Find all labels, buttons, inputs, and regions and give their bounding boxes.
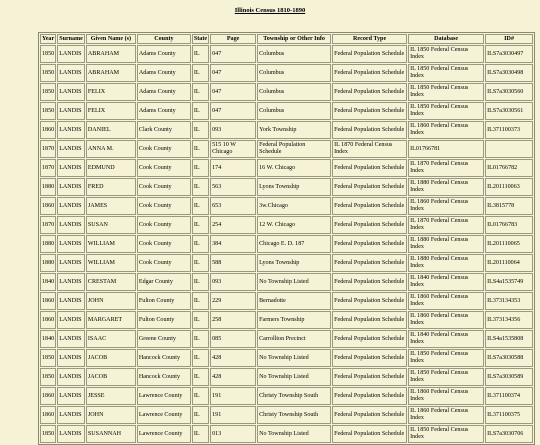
column-header: Surname — [57, 34, 85, 44]
table-cell: ILS7a3030588 — [485, 349, 533, 367]
table-cell: IL371100374 — [485, 387, 533, 405]
table-cell: FELIX — [86, 102, 136, 120]
table-cell: IL201110064 — [485, 254, 533, 272]
table-cell: Federal Population Schedule — [332, 197, 407, 215]
table-cell: IL373134356 — [485, 311, 533, 329]
table-cell: IL01766781 — [408, 140, 484, 158]
table-cell: Hancock County — [137, 368, 191, 386]
table-cell: LANDIS — [57, 406, 85, 424]
table-cell: 093 — [210, 273, 256, 291]
table-cell: Federal Population Schedule — [332, 368, 407, 386]
table-cell: LANDIS — [57, 330, 85, 348]
table-header-row — [40, 34, 533, 44]
table-cell: LANDIS — [57, 387, 85, 405]
table-cell: 1860 — [40, 121, 56, 139]
table-cell: IL 1850 Federal Census Index — [408, 45, 484, 63]
table-cell: IL — [192, 292, 209, 310]
table-cell: Federal Population Schedule — [332, 235, 407, 253]
table-cell: IL 1850 Federal Census Index — [408, 349, 484, 367]
table-cell: IL 1860 Federal Census Index — [408, 292, 484, 310]
table-cell: Chicago E. D. 187 — [257, 235, 331, 253]
table-cell: IL 1860 Federal Census Index — [408, 311, 484, 329]
table-cell: Lawrence County — [137, 406, 191, 424]
table-cell: IL371100375 — [485, 406, 533, 424]
table-cell: IL 1850 Federal Census Index — [408, 368, 484, 386]
table-cell: 563 — [210, 178, 256, 196]
table-cell: 1850 — [40, 425, 56, 443]
table-row — [40, 45, 533, 63]
table-cell: Cook County — [137, 178, 191, 196]
table-cell: ANNA M. — [86, 140, 136, 158]
table-cell: Federal Population Schedule — [332, 178, 407, 196]
table-cell: ILS7a3030589 — [485, 368, 533, 386]
table-cell: JACOB — [86, 368, 136, 386]
table-cell: ISAAC — [86, 330, 136, 348]
table-cell: IL 1840 Federal Census Index — [408, 330, 484, 348]
table-cell: IL 1850 Federal Census Index — [408, 425, 484, 443]
table-row — [40, 273, 533, 291]
table-cell: Federal Population Schedule — [332, 159, 407, 177]
column-header: Database — [408, 34, 484, 44]
census-page — [0, 4, 540, 440]
table-row — [40, 311, 533, 329]
table-cell: LANDIS — [57, 83, 85, 101]
table-cell: IL201110065 — [485, 235, 533, 253]
table-cell: IL — [192, 311, 209, 329]
table-cell: LANDIS — [57, 368, 85, 386]
table-cell: IL — [192, 102, 209, 120]
table-cell: 1850 — [40, 102, 56, 120]
table-cell: 258 — [210, 311, 256, 329]
table-cell: ILS7a3030706 — [485, 425, 533, 443]
table-cell: EDMUND — [86, 159, 136, 177]
table-cell: 1860 — [40, 292, 56, 310]
table-cell: Federal Population Schedule — [332, 349, 407, 367]
table-cell: IL — [192, 406, 209, 424]
table-cell: Federal Population Schedule — [332, 273, 407, 291]
table-cell: LANDIS — [57, 425, 85, 443]
table-cell: Clark County — [137, 121, 191, 139]
table-cell: 1880 — [40, 235, 56, 253]
table-row — [40, 254, 533, 272]
table-cell: LANDIS — [57, 197, 85, 215]
table-cell: Federal Population Schedule — [257, 140, 331, 158]
table-cell: 229 — [210, 292, 256, 310]
table-row — [40, 330, 533, 348]
table-cell: Christy Township South — [257, 387, 331, 405]
table-cell: 384 — [210, 235, 256, 253]
table-cell: IL — [192, 273, 209, 291]
table-cell: CRESTAM — [86, 273, 136, 291]
table-cell: 174 — [210, 159, 256, 177]
table-row — [40, 102, 533, 120]
table-cell: Columbus — [257, 83, 331, 101]
column-header: Township or Other Info — [257, 34, 331, 44]
table-cell: Federal Population Schedule — [332, 102, 407, 120]
table-cell: Lawrence County — [137, 387, 191, 405]
table-cell: No Township Listed — [257, 425, 331, 443]
table-cell: Columbus — [257, 45, 331, 63]
table-cell: 12 W. Chicago — [257, 216, 331, 234]
table-cell: IL — [192, 349, 209, 367]
table-cell: IL 1860 Federal Census Index — [408, 121, 484, 139]
table-cell: IL 1880 Federal Census Index — [408, 178, 484, 196]
table-cell: 191 — [210, 387, 256, 405]
table-cell: 1880 — [40, 178, 56, 196]
table-cell: No Township Listed — [257, 273, 331, 291]
table-cell: IL 1850 Federal Census Index — [408, 102, 484, 120]
table-cell: LANDIS — [57, 292, 85, 310]
table-cell: IL 1860 Federal Census Index — [408, 406, 484, 424]
table-cell: Federal Population Schedule — [332, 406, 407, 424]
table-cell: LANDIS — [57, 178, 85, 196]
table-cell: Federal Population Schedule — [332, 292, 407, 310]
table-cell: IL — [192, 235, 209, 253]
table-cell: IL — [192, 178, 209, 196]
table-cell: 515 10 W Chicago — [210, 140, 256, 158]
table-cell: 085 — [210, 330, 256, 348]
table-cell: Federal Population Schedule — [332, 216, 407, 234]
table-cell: WILLIAM — [86, 254, 136, 272]
table-cell: LANDIS — [57, 121, 85, 139]
table-row — [40, 83, 533, 101]
table-cell: FRED — [86, 178, 136, 196]
table-row — [40, 197, 533, 215]
table-cell: IL 1850 Federal Census Index — [408, 83, 484, 101]
table-row — [40, 140, 533, 158]
table-row — [40, 349, 533, 367]
table-cell: MARGARET — [86, 311, 136, 329]
table-row — [40, 216, 533, 234]
table-row — [40, 121, 533, 139]
table-cell: IL — [192, 140, 209, 158]
table-cell: LANDIS — [57, 273, 85, 291]
table-cell: LANDIS — [57, 216, 85, 234]
table-cell: 16 W. Chicago — [257, 159, 331, 177]
table-cell: IL — [192, 64, 209, 82]
table-cell: Federal Population Schedule — [332, 387, 407, 405]
column-header: Given Name (s) — [86, 34, 136, 44]
table-cell: 1870 — [40, 216, 56, 234]
table-cell: Adams County — [137, 83, 191, 101]
table-cell: IL3815778 — [485, 197, 533, 215]
table-cell: IL — [192, 387, 209, 405]
table-cell: Columbus — [257, 102, 331, 120]
table-row — [40, 178, 533, 196]
table-cell: JOHN — [86, 406, 136, 424]
table-cell: Farmers Township — [257, 311, 331, 329]
table-cell: Federal Population Schedule — [332, 121, 407, 139]
table-cell: IL371100373 — [485, 121, 533, 139]
table-cell: 1850 — [40, 64, 56, 82]
table-cell: Christy Township South — [257, 406, 331, 424]
table-cell: Cook County — [137, 216, 191, 234]
table-cell: IL 1850 Federal Census Index — [408, 64, 484, 82]
table-cell: ILS4a1535749 — [485, 273, 533, 291]
table-cell: Fulton County — [137, 292, 191, 310]
table-cell: LANDIS — [57, 64, 85, 82]
table-cell: SUSANNAH — [86, 425, 136, 443]
table-cell: SUSAN — [86, 216, 136, 234]
column-header: Page — [210, 34, 256, 44]
table-cell: 1870 — [40, 140, 56, 158]
table-row — [40, 406, 533, 424]
table-cell: 1860 — [40, 387, 56, 405]
table-cell: 1880 — [40, 254, 56, 272]
table-cell: LANDIS — [57, 102, 85, 120]
table-cell: LANDIS — [57, 140, 85, 158]
table-cell: DANIEL — [86, 121, 136, 139]
table-cell: Cook County — [137, 235, 191, 253]
table-cell: Fulton County — [137, 311, 191, 329]
column-header: Year — [40, 34, 56, 44]
table-cell: 1850 — [40, 368, 56, 386]
table-cell: Federal Population Schedule — [332, 425, 407, 443]
table-cell: 428 — [210, 368, 256, 386]
table-cell: WILLIAM — [86, 235, 136, 253]
table-cell: Columbus — [257, 64, 331, 82]
table-cell: IL373134353 — [485, 292, 533, 310]
table-cell: IL 1880 Federal Census Index — [408, 235, 484, 253]
table-cell: 191 — [210, 406, 256, 424]
table-cell: IL 1860 Federal Census Index — [408, 197, 484, 215]
table-cell: 254 — [210, 216, 256, 234]
table-cell: IL01766783 — [485, 216, 533, 234]
table-cell: 588 — [210, 254, 256, 272]
table-cell: 1850 — [40, 349, 56, 367]
table-cell: Greene County — [137, 330, 191, 348]
table-cell: 093 — [210, 121, 256, 139]
table-row — [40, 425, 533, 443]
table-cell: IL01766782 — [485, 159, 533, 177]
table-row — [40, 387, 533, 405]
table-cell: ILS7a3030561 — [485, 102, 533, 120]
page-title: Illinois Census 1810-1890 — [234, 7, 306, 14]
table-row — [40, 235, 533, 253]
table-body — [40, 45, 533, 443]
table-cell: LANDIS — [57, 311, 85, 329]
table-cell: 047 — [210, 83, 256, 101]
table-cell: 3w.Chicago — [257, 197, 331, 215]
table-cell: York Township — [257, 121, 331, 139]
table-cell: JACOB — [86, 349, 136, 367]
table-cell: 1840 — [40, 273, 56, 291]
table-cell: 1850 — [40, 45, 56, 63]
table-cell: IL 1870 Federal Census Index — [332, 140, 407, 158]
table-cell: ABRAHAM — [86, 64, 136, 82]
table-cell: Cook County — [137, 140, 191, 158]
table-cell: 1860 — [40, 197, 56, 215]
table-row — [40, 64, 533, 82]
table-cell: LANDIS — [57, 349, 85, 367]
column-header: County — [137, 34, 191, 44]
table-cell: LANDIS — [57, 159, 85, 177]
table-cell: Adams County — [137, 45, 191, 63]
table-row — [40, 292, 533, 310]
table-cell: IL — [192, 216, 209, 234]
table-cell: IL 1870 Federal Census Index — [408, 159, 484, 177]
table-row — [40, 368, 533, 386]
table-cell: ILS7a3030497 — [485, 45, 533, 63]
table-cell: Lyons Township — [257, 178, 331, 196]
table-cell: ILS7a3030560 — [485, 83, 533, 101]
table-cell: 047 — [210, 102, 256, 120]
table-cell: IL 1880 Federal Census Index — [408, 254, 484, 272]
table-cell: IL — [192, 121, 209, 139]
column-header: ID# — [485, 34, 533, 44]
table-cell: Federal Population Schedule — [332, 330, 407, 348]
table-cell: Cook County — [137, 254, 191, 272]
table-cell: 1860 — [40, 311, 56, 329]
table-cell: IL — [192, 254, 209, 272]
table-cell: IL 1840 Federal Census Index — [408, 273, 484, 291]
table-cell: LANDIS — [57, 254, 85, 272]
table-cell: IL — [192, 197, 209, 215]
table-cell: ILS7a3030498 — [485, 64, 533, 82]
table-cell: No Township Listed — [257, 349, 331, 367]
table-cell: Cook County — [137, 159, 191, 177]
table-cell: Federal Population Schedule — [332, 254, 407, 272]
table-cell: FELIX — [86, 83, 136, 101]
table-cell: ILS4a1535808 — [485, 330, 533, 348]
table-cell: Federal Population Schedule — [332, 311, 407, 329]
table-cell: IL 1870 Federal Census Index — [408, 216, 484, 234]
column-header: Record Type — [332, 34, 407, 44]
table-cell: JAMES — [86, 197, 136, 215]
table-row — [40, 159, 533, 177]
table-cell: Lawrence County — [137, 425, 191, 443]
table-cell: ABRAHAM — [86, 45, 136, 63]
table-cell: 013 — [210, 425, 256, 443]
table-cell: 1840 — [40, 330, 56, 348]
table-cell: Bernadotte — [257, 292, 331, 310]
table-cell: IL — [192, 330, 209, 348]
table-cell: No Township Listed — [257, 368, 331, 386]
table-cell — [485, 140, 533, 158]
table-cell: 1860 — [40, 406, 56, 424]
table-cell: Edgar County — [137, 273, 191, 291]
table-cell: 428 — [210, 349, 256, 367]
table-cell: 1870 — [40, 159, 56, 177]
table-cell: Carrollton Precinct — [257, 330, 331, 348]
table-cell: IL — [192, 159, 209, 177]
table-cell: 653 — [210, 197, 256, 215]
table-cell: Hancock County — [137, 349, 191, 367]
table-cell: Federal Population Schedule — [332, 83, 407, 101]
table-cell: Federal Population Schedule — [332, 64, 407, 82]
table-cell: IL 1860 Federal Census Index — [408, 387, 484, 405]
table-cell: Adams County — [137, 64, 191, 82]
table-cell: LANDIS — [57, 235, 85, 253]
table-cell: Federal Population Schedule — [332, 45, 407, 63]
census-table — [38, 32, 535, 445]
table-cell: JESSE — [86, 387, 136, 405]
table-cell: 047 — [210, 64, 256, 82]
table-cell: IL201110063 — [485, 178, 533, 196]
table-cell: IL — [192, 425, 209, 443]
table-cell: 047 — [210, 45, 256, 63]
table-cell: IL — [192, 368, 209, 386]
table-cell: IL — [192, 83, 209, 101]
table-cell: Cook County — [137, 197, 191, 215]
table-cell: Lyons Township — [257, 254, 331, 272]
table-cell: LANDIS — [57, 45, 85, 63]
table-cell: JOHN — [86, 292, 136, 310]
table-cell: 1850 — [40, 83, 56, 101]
table-cell: IL — [192, 45, 209, 63]
table-cell: Adams County — [137, 102, 191, 120]
column-header: State — [192, 34, 209, 44]
